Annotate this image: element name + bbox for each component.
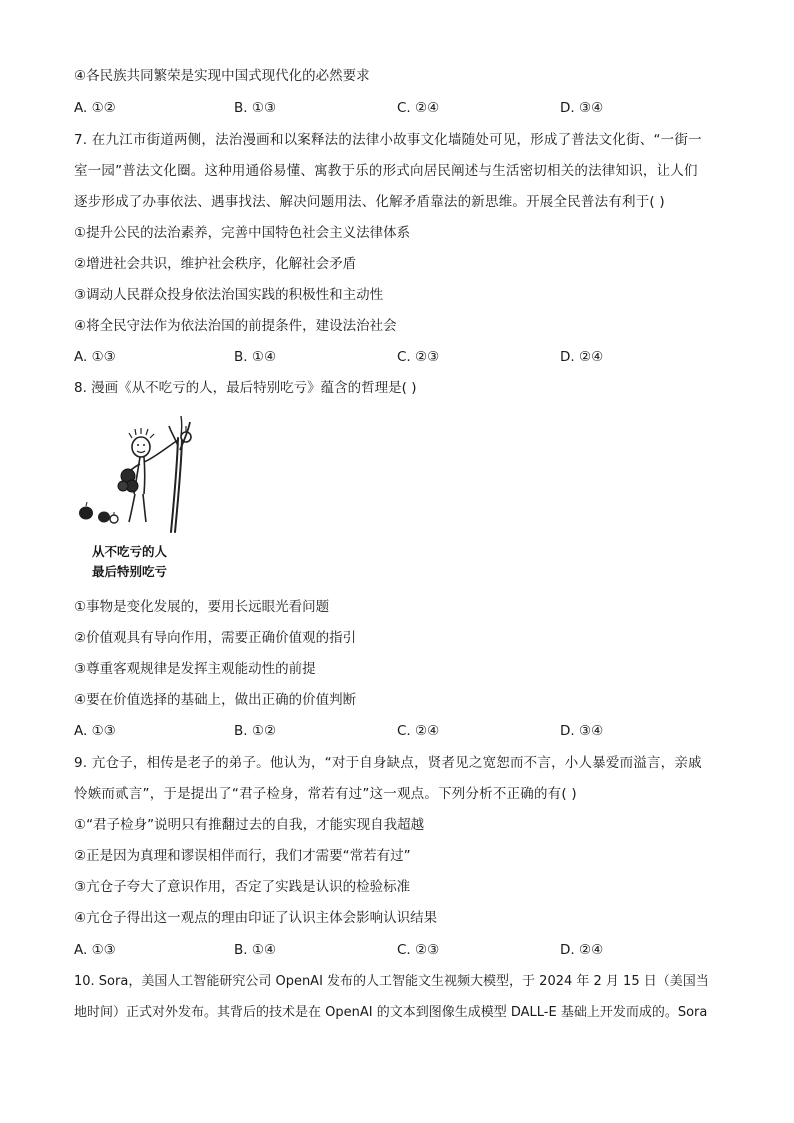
q9-option-b: B. ①④ (234, 942, 277, 958)
cartoon-caption-line-2: 最后特别吃亏 (92, 564, 168, 579)
q8-statement-3: ③尊重客观规律是发挥主观能动性的前提 (74, 661, 316, 677)
q9-statement-1: ①“君子检身”说明只有推翻过去的自我，才能实现自我超越 (74, 817, 425, 833)
q6-option-b: B. ①③ (234, 100, 277, 116)
q8-option-d: D. ③④ (560, 723, 604, 739)
q9-stem-line-1: 9. 亢仓子，相传是老子的弟子。他认为，“对于自身缺点，贤者见之宽恕而不言，小人暴爱而溢言，亲戚 (74, 755, 702, 771)
q8-option-c: C. ②④ (397, 723, 440, 739)
q8-statement-1: ①事物是变化发展的，要用长远眼光看问题 (74, 599, 330, 615)
q9-option-a: A. ①③ (74, 942, 116, 958)
cartoon-figure (74, 410, 204, 585)
q6-statement-4: ④各民族共同繁荣是实现中国式现代化的必然要求 (74, 68, 370, 84)
q9-option-c: C. ②③ (397, 942, 440, 958)
q7-stem-line-1: 7. 在九江市街道两侧，法治漫画和以案释法的法律小故事文化墙随处可见，形成了普法文化街、“一街一 (74, 132, 702, 148)
q8-option-b: B. ①② (234, 723, 277, 739)
q6-option-c: C. ②④ (397, 100, 440, 116)
q7-statement-3: ③调动人民群众投身依法治国实践的积极性和主动性 (74, 287, 384, 303)
q7-option-d: D. ②④ (560, 349, 604, 365)
q7-stem-line-2: 室一园”普法文化圈。这种用通俗易懂、寓教于乐的形式向居民阐述与生活密切相关的法律知识，让人们 (74, 163, 698, 179)
q6-option-a: A. ①② (74, 100, 116, 116)
q7-options (74, 348, 734, 366)
q8-option-a: A. ①③ (74, 723, 116, 739)
q7-statement-4: ④将全民守法作为依法治国的前提条件，建设法治社会 (74, 318, 397, 334)
q7-statement-1: ①提升公民的法治素养，完善中国特色社会主义法律体系 (74, 225, 411, 241)
q8-statement-2: ②价值观具有导向作用，需要正确价值观的指引 (74, 630, 357, 646)
q7-option-a: A. ①③ (74, 349, 116, 365)
q7-stem-line-3: 逐步形成了办事依法、遇事找法、解决问题用法、化解矛盾靠法的新思维。开展全民普法有利于( ) (74, 194, 665, 210)
cartoon-caption-line-1: 从不吃亏的人 (92, 544, 168, 559)
q9-statement-2: ②正是因为真理和谬误相伴而行，我们才需要“常若有过” (74, 848, 411, 864)
q6-option-d: D. ③④ (560, 100, 604, 116)
q8-options (74, 722, 734, 740)
q7-option-b: B. ①④ (234, 349, 277, 365)
q9-statement-4: ④亢仓子得出这一观点的理由印证了认识主体会影响认识结果 (74, 910, 438, 926)
q9-statement-3: ③亢仓子夸大了意识作用，否定了实践是认识的检验标准 (74, 879, 411, 895)
q9-stem-line-2: 怜嫉而贰言”，于是提出了“君子检身，常若有过”这一观点。下列分析不正确的有( ) (74, 786, 577, 802)
q7-option-c: C. ②③ (397, 349, 440, 365)
q8-statement-4: ④要在价值选择的基础上，做出正确的价值判断 (74, 692, 357, 708)
q10-stem-line-2: 地时间）正式对外发布。其背后的技术是在 OpenAI 的文本到图像生成模型 DALL-E 基础上开发而成的。Sora (74, 1005, 708, 1020)
q6-options (74, 99, 734, 117)
q10-stem-line-1: 10. Sora，美国人工智能研究公司 OpenAI 发布的人工智能文生视频大模型，于 2024 年 2 月 15 日（美国当 (74, 974, 709, 989)
q9-options (74, 941, 734, 959)
q9-option-d: D. ②④ (560, 942, 604, 958)
q7-statement-2: ②增进社会共识，维护社会秩序，化解社会矛盾 (74, 256, 357, 272)
cartoon-illustration (74, 410, 204, 585)
q8-stem: 8. 漫画《从不吃亏的人，最后特别吃亏》蕴含的哲理是( ) (74, 380, 417, 396)
